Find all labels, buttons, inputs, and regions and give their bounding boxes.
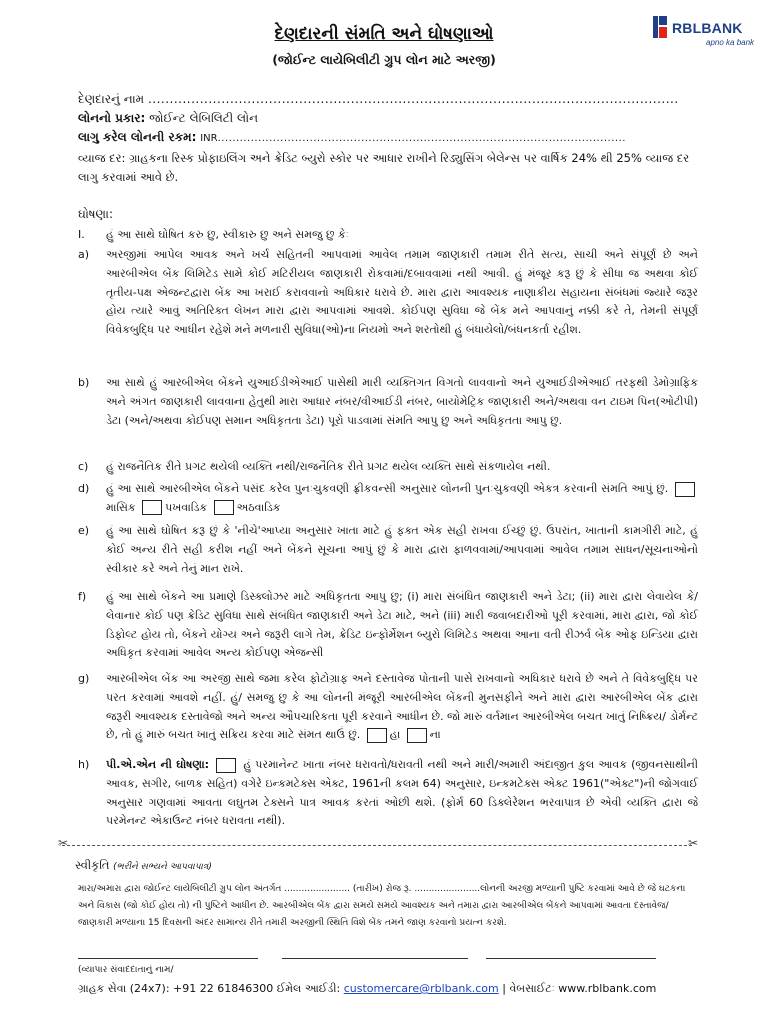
item-text: આ સાથે હું આરબીએલ બેંકને યુઆઈડીએઆઈ પાસેથી મારી વ્યક્તિગત વિગતો લાવવાનો અને યુઆઈડીએઆઈ તરફથી ડેમોગ્રાફિક અને અંગત જાણકારી લાવવાના હેતુથી મારા આધાર નંબર/વીઆઈડી નંબર, બાયોમેટ્રિક જાણકારી અને/અથવા વન ટાઇમ પિન(ઓટીપી) ડેટા (અને/અથવા કોઈપણ સમાન અધિકૃતતા ડેટા) પૂરો પાડવામાં સંમતિ આપુ છુ અને અધિકૃતતા આપુ છુ. <box>106 376 698 427</box>
item-text: અરજીમાં આપેલ આવક અને ખર્ચ સહિતની આપવામાં આવેલ તમામ જાણકારી તમામ રીતે સત્ય, સાચી અને સંપૂર્ણ છે અને આરબીએલ બેંક લિમિટેડ સામે કોઈ મટિરીયલ જાણકારી રોકવામાં/દબાવવામાં નથી આવી. હું મંજૂર કરૂ છું કે સીધા જ અથવા કોઈ તૃતીય-પક્ષ એજન્ટદ્વારા બેંક આ ખરાઈ કરાવવાનો અધિકાર ધરાવે છે. મારા દ્વારા આવશ્યક નાણાકીય સહાયના સંબંધમાં જ્યારે જરૂર હોય ત્યારે આવું અતિરિક્ત લેખન મારા દ્વારા આપવામાં આવશે. કોઈપણ સુવિધા જે બેંક મને આપવાનું નક્કી કરે તે, તેમની સંપૂર્ણ વિવેકબુદ્ધિ પર આધીન રહેશે મને મળનારી સુવિધા(ઓ)ના નિયમો અને શરતોથી હું બંધાયેલો/બંધનકર્તા રહીશ. <box>106 248 698 337</box>
item-text: હું આ સાથે બેંકને આ પ્રમાણે ડિસ્ક્લોઝર માટે અધિકૃતતા આપુ છુ; (i) મારા સંબંધિત જાણકારી અને ડેટા; (ii) મારા દ્વારા લેવાયેલ કે/લેવાનાર કોઈ પણ ક્રેડિટ સુવિધા સાથે સંબંધિત જાણકારી અને ડેટા માટે, અને (iii) મારી જવાબદારીઓ પૂરી કરવામાં, મારા દ્વારા, જો કોઈ ડિફોલ્ટ હોય તો, બેંકને યોગ્ય અને જરૂરી લાગે તેમ, ક્રેડિટ ઇન્ફોર્મેશન બ્યુરો લિમિટેડ અથવા આના વતી રીઝર્વ બેંક ઓફ ઇન્ડિયા દ્વારા અધિકૃત કરવામાં આવેલ અન્ય કોઈપણ એજન્સી <box>106 590 698 660</box>
loan-type-label: લોનનો પ્રકાર: <box>78 111 146 125</box>
item-text: હું આ સાથે ઘોષિત કરૂ છું કે 'નીચે'આપ્યા અનુસાર ખાતા માટે હું ફક્ત એક સહી રાખવા ઈચ્છું છું. ઉપરાંત, ખાતાની કામગીરી માટે, હું કોઈ અન્ય રીતે સહી કરીશ નહીં અને બેંકને સૂચના આપું છું કે મારા દ્વારા ફાળવવામાં/આપવામાં આવેલ તમામ સાધન/સૂચનાઓનો સ્વીકાર કરે અને તેનું માન રાખે. <box>106 524 698 575</box>
item-label: a) <box>78 248 90 261</box>
website-label: વેબસાઈટઃ www.rblbank.com <box>509 982 657 995</box>
interest-label: વ્યાજ દર: <box>78 151 126 165</box>
item-label: f) <box>78 590 87 603</box>
fortnightly-checkbox[interactable] <box>142 500 162 515</box>
monthly-label: માસિક <box>106 500 136 514</box>
scissors-icon: ✂ <box>688 836 699 850</box>
loan-type-row <box>78 109 258 127</box>
declaration-heading: ઘોષણા: <box>78 207 113 221</box>
footer-separator: | <box>502 982 506 995</box>
acknowledgement-title <box>75 858 212 873</box>
page-title: દેણદારની સંમતિ અને ઘોષણાઓ <box>274 24 494 44</box>
weekly-label: અઠવાડિક <box>236 500 281 514</box>
email-link[interactable]: customercare@rblbank.com <box>343 982 499 995</box>
intro-label: I. <box>78 228 85 241</box>
interest-rate-row <box>78 149 698 186</box>
item-d-text: હું આ સાથે આરબીએલ બેંકને પસંદ કરેલ પુનઃચુકવણી ફ્રીકવન્સી અનુસાર લોનની પુનઃચુકવણી એકત્ર કરવાની સંમતિ આપું છું. <box>106 482 669 495</box>
loan-type-value: જોઈન્ટ લેબિલિટી લોન <box>149 111 259 125</box>
email-label: ઈમેલ આઈડી: <box>276 982 341 995</box>
item-text <box>106 480 698 518</box>
item-text <box>106 670 698 745</box>
ack-title-text: સ્વીકૃતિ <box>75 858 110 872</box>
pan-declaration-checkbox[interactable] <box>216 758 236 773</box>
scissors-icon: ✂ <box>58 836 69 850</box>
page-subtitle: (જોઈન્ટ લાયેબિલીટી ગ્રુપ લોન માટે અરજી) <box>272 52 496 67</box>
signature-line-3 <box>486 958 656 959</box>
logo-brand-text: RBLBANK <box>672 20 743 36</box>
ack-title-note: (ભરીને સભ્યને આપવાપાત્ર) <box>113 862 212 872</box>
item-g-text: આરબીએલ બેંક આ અરજી સાથે જમા કરેલ ફોટોગ્રાફ અને દસ્તાવેજ પોતાની પાસે રાખવાનો અધિકાર ધરાવે છે અને તે વિવેકબુદ્ધિ પર પરત કરવામાં આવશે નહીં. હું/ સમજુ છુ કે આ લોનની મંજૂરી આરબીએલ બેંકની મુનસફીને અને મારા દ્વારા આરબીએલ બેંક દ્વારા જરૂરી આવશ્યક દસ્તાવેજો અને અન્ય ઔપચારિકતા પૂરી કરવાને આધીન છે. જો મારું વર્તમાન આરબીએલ બચત ખાતું નિષ્ક્રિય/ ડોર્મન્ટ છે, તો હું મારું બચત ખાતું સક્રિય કરવા માટે સંમત થાઉં છું. <box>106 672 698 742</box>
signature-label: (વ્યાપાર સંવાદદાતાનું નામ/ <box>78 965 174 975</box>
signature-line-1 <box>78 958 258 959</box>
dormant-no-checkbox[interactable] <box>407 728 427 743</box>
item-text <box>106 756 698 831</box>
item-label: b) <box>78 376 90 389</box>
no-label: ના <box>429 728 441 742</box>
signature-line-2 <box>282 958 468 959</box>
item-text: હું રાજનૈતિક રીતે પ્રગટ થયેલી વ્યક્તિ નથી/રાજનૈતિક રીતે પ્રગટ થયેલ વ્યક્તિ સાથે સંકળાયેલ નથી. <box>106 460 551 473</box>
yes-label: હા <box>389 728 401 742</box>
item-label: g) <box>78 672 90 685</box>
cut-line-divider <box>62 845 692 846</box>
borrower-name-row <box>78 90 679 108</box>
loan-amount-label: લાગુ કરેલ લોનની રકમ: <box>78 130 197 144</box>
loan-amount-blank: ............................................................................................................... <box>217 133 626 144</box>
pan-declaration-heading: પી.એ.એન ની ઘોષણા: <box>106 758 210 771</box>
item-label: d) <box>78 482 90 495</box>
intro-text: હું આ સાથે ઘોષિત કરુ છુ, સ્વીકારુ છુ અને સમજુ છુ કેઃ <box>106 228 349 241</box>
logo-tagline: apno ka bank <box>706 38 755 47</box>
weekly-checkbox[interactable] <box>214 500 234 515</box>
footer-contact <box>78 982 718 996</box>
loan-amount-row <box>78 128 626 148</box>
acknowledgement-text: મારા/અમારા દ્વારા જોઈન્ટ લાયેબિલીટી ગ્રુપ લોન અંતર્ગત ....................... (તારીખ) રોજ રૂ. .......................લોનની અરજી મળ્યાની પુષ્ટિ કરવામાં આવે છે જે ઘટકના અને વિકાસ (જો કોઈ હોય તો) ની પુષ્ટિને આધીન છે. આરબીએલ બેંક દ્વારા સમયે સમયે આવશ્યક અને તમારા દ્વારા આરબીએલ બેંકને આપવામાં આવતા દસ્તાવેજ/જાણકારી મળ્યાના 15 દિવસની અંદર સામાન્ય રીતે તમારી અરજીની સ્થિતિ વિશે બેંક તમને જાણ કરવાનો પ્રયત્ન કરશે. <box>78 884 686 928</box>
item-label: h) <box>78 758 90 771</box>
borrower-name-label: દેણદારનું નામ <box>78 92 145 106</box>
dormant-yes-checkbox[interactable] <box>367 728 387 743</box>
monthly-checkbox[interactable] <box>675 482 695 497</box>
customer-care: ગ્રાહક સેવા (24x7): +91 22 61846300 <box>78 982 274 995</box>
item-label: c) <box>78 460 89 473</box>
interest-text: ગ્રાહકના રિસ્ક પ્રોફાઇલિંગ અને ક્રેડિટ બ્યુરો સ્કોર પર આધાર રાખીને રિડ્યુસિંગ બેલેન્સ પર વાર્ષિક 24% થી 25% વ્યાજ દર લાગુ કરવામાં આવે છે. <box>78 151 690 184</box>
loan-amount-currency: INR <box>200 133 218 144</box>
borrower-name-blank: ........................................................................................................................... <box>147 92 679 106</box>
fortnightly-label: પખવાડિક <box>165 500 208 514</box>
item-h-text: હું પરમાનેન્ટ ખાતા નંબર ધરાવતો/ધરાવતી નથી અને મારી/અમારી અંદાજીત કુલ આવક (જીવનસાથીની આવક, સગીર, બાળક સહિત) વગેરે ઇન્કમટેક્સ એક્ટ, 1961ની કલમ 64) અનુસાર, ઇન્કમટેક્સ એક્ટ 1961("એક્ટ")ની જોગવાઈ અનુસાર ગણવામાં આવતા લઘુતમ ટેક્સને પાત્ર આવક કરતાં ઓછી થશે. (ફોર્મ 60 ડિક્લેરેશન ભરવાપાત્ર છે એવી વ્યક્તિ દ્વારા જે પરમેનન્ટ એકાઉન્ટ નંબર ધરાવતા નથી). <box>106 758 698 828</box>
item-label: e) <box>78 524 90 537</box>
